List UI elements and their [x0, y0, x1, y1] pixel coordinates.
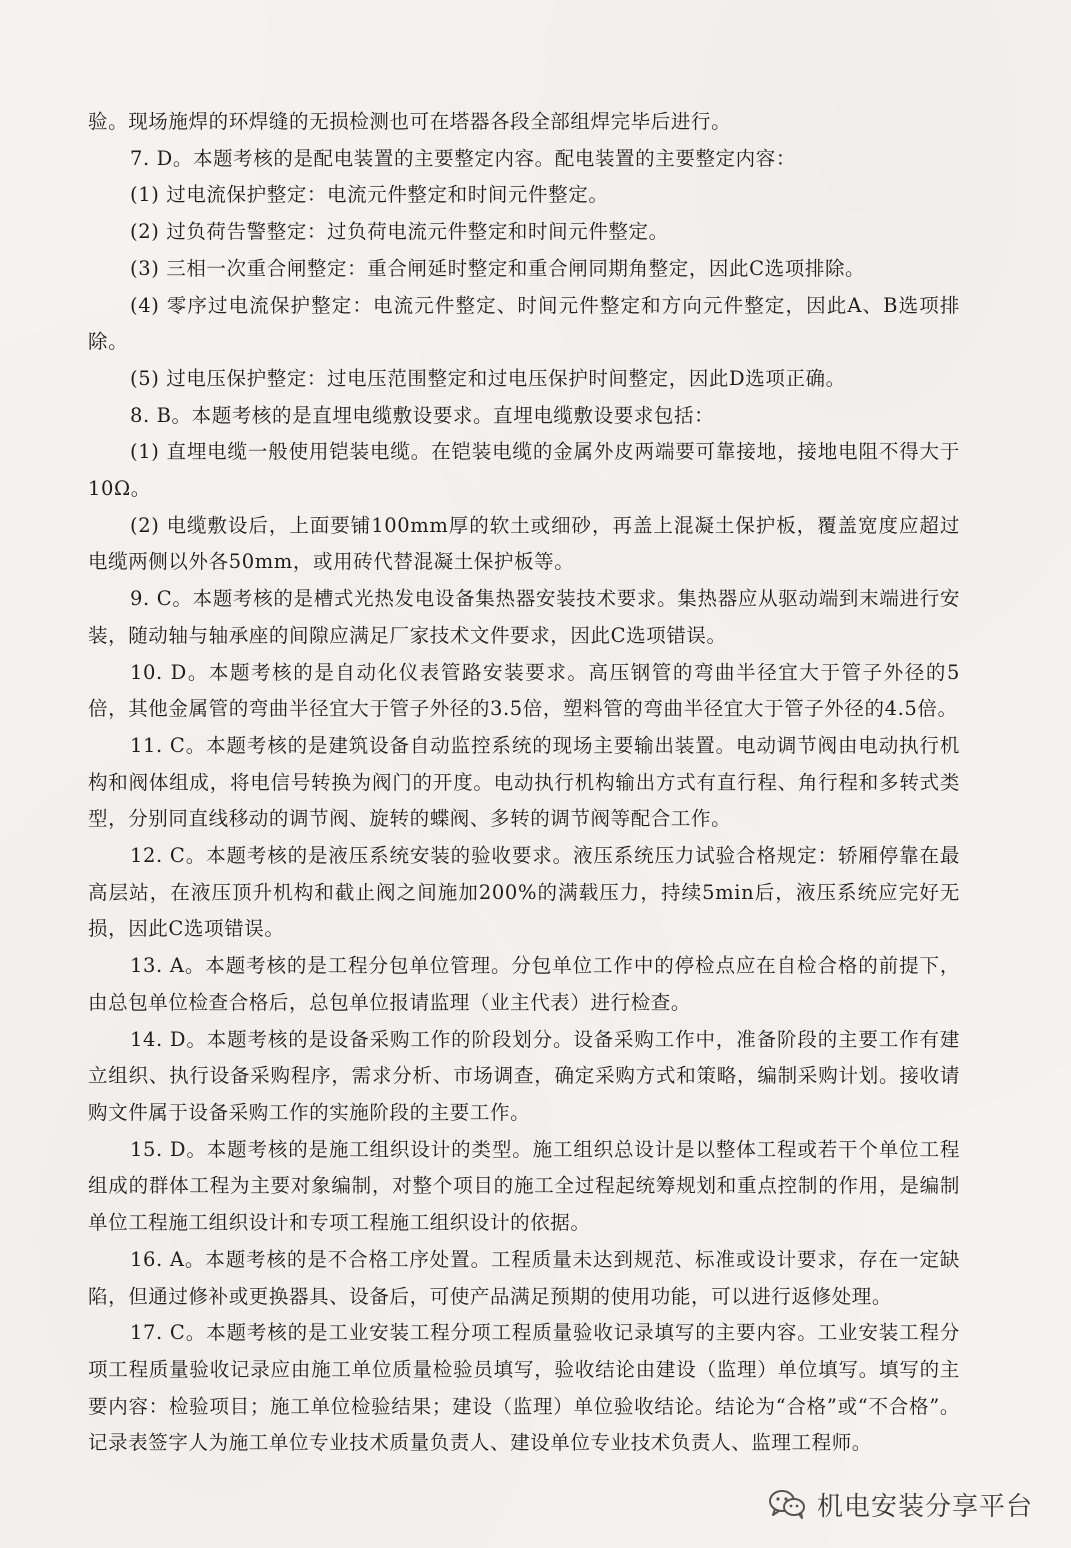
paragraph-0: 验。现场施焊的环焊缝的无损检测也可在塔器各段全部组焊完毕后进行。	[88, 110, 732, 133]
paragraph-9: (2) 电缆敷设后，上面要铺100mm厚的软土或细砂，再盖上混凝土保护板，覆盖宽度应超过电缆两侧以外各50mm，或用砖代替混凝土保护板等。	[88, 513, 960, 574]
paragraph-16: 15. D。本题考核的是施工组织设计的类型。施工组织总设计是以整体工程或若干个单位工程组成的群体工程为主要对象编制，对整个项目的施工全过程起统筹规划和重点控制的作用，是编制单位工程施工组织设计和专项工程施工组织设计的依据。	[88, 1137, 960, 1235]
paragraph-3: (2) 过负荷告警整定：过负荷电流元件整定和时间元件整定。	[130, 220, 669, 244]
watermark	[767, 1483, 1033, 1525]
paragraph-2: (1) 过电流保护整定：电流元件整定和时间元件整定。	[130, 183, 609, 207]
paragraph-10: 9. C。本题考核的是槽式光热发电设备集热器安装技术要求。集热器应从驱动端到末端进行安装，随动轴与轴承座的间隙应满足厂家技术文件要求，因此C选项错误。	[88, 587, 960, 647]
paragraph-4: (3) 三相一次重合闸整定：重合闸延时整定和重合闸同期角整定，因此C选项排除。	[130, 256, 866, 280]
paragraph-17: 16. A。本题考核的是不合格工序处置。工程质量未达到规范、标准或设计要求，存在一定缺陷，但通过修补或更换器具、设备后，可使产品满足预期的使用功能，可以进行返修处理。	[88, 1247, 960, 1308]
paragraph-8: (1) 直埋电缆一般使用铠装电缆。在铠装电缆的金属外皮两端要可靠接地，接地电阻不得大于10Ω。	[88, 440, 960, 501]
answer-text-body	[88, 104, 960, 1462]
paragraph-7: 8. B。本题考核的是直埋电缆敷设要求。直埋电缆敷设要求包括：	[130, 403, 715, 427]
paragraph-12: 11. C。本题考核的是建筑设备自动监控系统的现场主要输出装置。电动调节阀由电动执行机构和阀体组成，将电信号转换为阀门的开度。电动执行机构输出方式有直行程、角行程和多转式类型，分别同直线移动的调节阀、旋转的蝶阀、多转的调节阀等配合工作。	[88, 733, 960, 831]
paragraph-1: 7. D。本题考核的是配电装置的主要整定内容。配电装置的主要整定内容：	[130, 146, 796, 170]
paragraph-13: 12. C。本题考核的是液压系统安装的验收要求。液压系统压力试验合格规定：轿厢停靠在最高层站，在液压顶升机构和截止阀之间施加200%的满载压力，持续5min后，液压系统应完好无损，因此C选项错误。	[88, 844, 960, 941]
paragraph-18: 17. C。本题考核的是工业安装工程分项工程质量验收记录填写的主要内容。工业安装工程分项工程质量验收记录应由施工单位质量检验员填写，验收结论由建设（监理）单位填写。填写的主要内容：检验项目；施工单位检验结果；建设（监理）单位验收结论。结论为“合格”或“不合格”。记录表签字人为施工单位专业技术质量负责人、建设单位专业技术负责人、监理工程师。	[88, 1321, 960, 1455]
paragraph-6: (5) 过电压保护整定：过电压范围整定和过电压保护时间整定，因此D选项正确。	[130, 366, 846, 390]
paragraph-5: (4) 零序过电流保护整定：电流元件整定、时间元件整定和方向元件整定，因此A、B选项排除。	[88, 293, 960, 354]
paragraph-11: 10. D。本题考核的是自动化仪表管路安装要求。高压钢管的弯曲半径宜大于管子外径的5倍，其他金属管的弯曲半径宜大于管子外径的3.5倍，塑料管的弯曲半径宜大于管子外径的4.5倍。	[88, 660, 960, 721]
paragraph-14: 13. A。本题考核的是工程分包单位管理。分包单位工作中的停检点应在自检合格的前提下，由总包单位检查合格后，总包单位报请监理（业主代表）进行检查。	[88, 954, 960, 1014]
watermark-text: 机电安装分享平台	[816, 1491, 1033, 1522]
wechat-icon	[767, 1488, 807, 1520]
paragraph-15: 14. D。本题考核的是设备采购工作的阶段划分。设备采购工作中，准备阶段的主要工作有建立组织、执行设备采购程序，需求分析、市场调查，确定采购方式和策略，编制采购计划。接收请购文件属于设备采购工作的实施阶段的主要工作。	[88, 1027, 960, 1124]
